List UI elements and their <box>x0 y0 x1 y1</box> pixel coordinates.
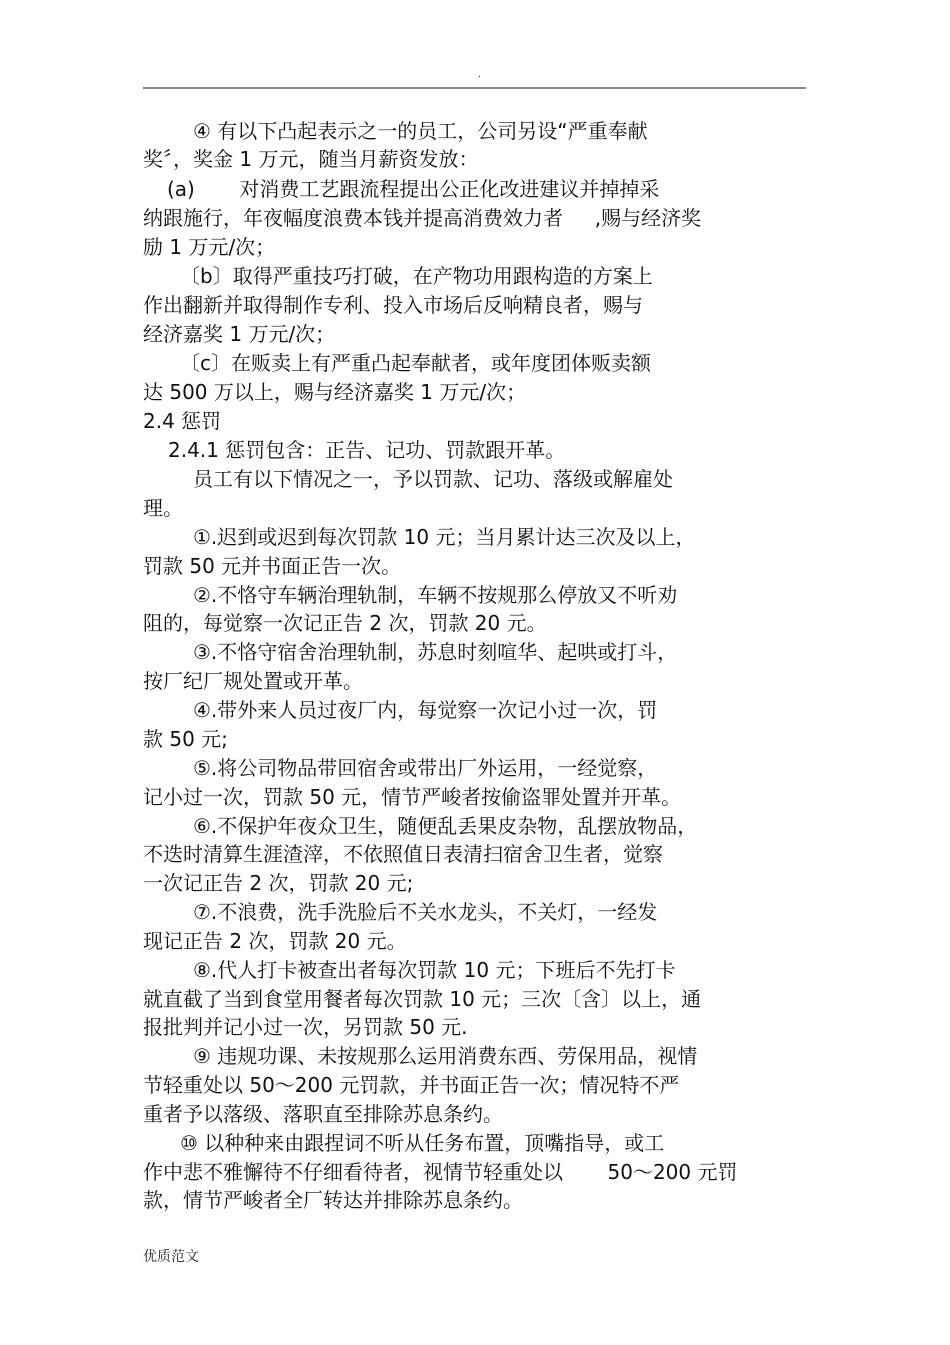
text-line: 不迭时清算生涯渣滓，不依照值日表清扫宿舍卫生者，觉察 <box>143 842 663 866</box>
text-line: ④ 有以下凸起表示之一的员工，公司另设“严重奉献 <box>193 119 648 143</box>
text-line: 按厂纪厂规处置或开革。 <box>143 669 363 693</box>
text-line: 奖〞，奖金 1 万元，随当月薪资发放： <box>143 147 479 171</box>
text-line: 现记正告 2 次，罚款 20 元。 <box>143 929 407 953</box>
text-line: 〔c〕在贩卖上有严重凸起奉献者，或年度团体贩卖额 <box>180 351 651 375</box>
text-line: 作中悲不雅懈待不仔细看待者，视情节轻重处以 50～200 元罚 <box>143 1160 738 1184</box>
text-line: ⑨ 违规功课、未按规那么运用消费东西、劳保用品，视情 <box>193 1044 698 1068</box>
text-line: 一次记正告 2 次，罚款 20 元; <box>143 871 414 895</box>
text-line: 纳跟施行，年夜幅度浪费本钱并提高消费效力者 ,赐与经济奖 <box>143 206 702 230</box>
text-line: 款，情节严峻者全厂转达并排除苏息条约。 <box>143 1188 523 1212</box>
text-line: ⑧.代人打卡被查出者每次罚款 10 元；下班后不先打卡 <box>193 958 676 982</box>
text-line: 作出翻新并取得制作专利、投入市场后反响精良者，赐与 <box>143 293 643 317</box>
text-line: (a) 对消费工艺跟流程提出公正化改进建议并掉掉采 <box>167 177 660 201</box>
text-line: ①.迟到或迟到每次罚款 10 元；当月累计达三次及以上， <box>193 525 696 549</box>
text-line: 员工有以下情况之一，予以罚款、记功、落级或解雇处 <box>193 467 673 491</box>
text-line: 理。 <box>143 496 183 520</box>
text-line: ⑤.将公司物品带回宿舍或带出厂外运用，一经觉察， <box>193 756 658 780</box>
text-line: 就直截了当到食堂用餐者每次罚款 10 元；三次〔含〕以上，通 <box>143 987 702 1011</box>
text-line: 罚款 50 元并书面正告一次。 <box>143 554 402 578</box>
text-line: 报批判并记小过一次，另罚款 50 元. <box>143 1015 468 1039</box>
text-line: ⑦.不浪费，洗手洗脸后不关水龙头，不关灯，一经发 <box>193 900 658 924</box>
text-line: ④.带外来人员过夜厂内，每觉察一次记小过一次，罚 <box>193 698 658 722</box>
text-line: ②.不恪守车辆治理轨制，车辆不按规那么停放又不听劝 <box>193 583 678 607</box>
text-line: ⑩ 以种种来由跟捏词不听从任务布置，顶嘴指导，或工 <box>180 1131 665 1155</box>
text-line: 节轻重处以 50～200 元罚款，并书面正告一次；情况特不严 <box>143 1073 680 1097</box>
text-line: 励 1 万元/次； <box>143 235 276 259</box>
header-rule <box>143 87 806 89</box>
text-line: ③.不恪守宿舍治理轨制，苏息时刻喧华、起哄或打斗， <box>193 640 678 664</box>
text-line: ⑥.不保护年夜众卫生，随便乱丢果皮杂物，乱摆放物品， <box>193 814 698 838</box>
subsection-heading: 2.4.1 惩罚包含：正告、记功、罚款跟开革。 <box>168 438 566 462</box>
text-line: 重者予以落级、落职直至排除苏息条约。 <box>143 1102 503 1126</box>
text-line: 款 50 元; <box>143 727 228 751</box>
text-line: 记小过一次，罚款 50 元，情节严峻者按偷盗罪处置并开革。 <box>143 785 682 809</box>
text-line: 〔b〕取得严重技巧打破，在产物功用跟构造的方案上 <box>180 264 653 288</box>
header-marker: . <box>478 69 482 80</box>
footer-label: 优质范文 <box>143 1249 199 1265</box>
text-line: 经济嘉奖 1 万元/次； <box>143 322 336 346</box>
text-line: 达 500 万以上，赐与经济嘉奖 1 万元/次； <box>143 380 527 404</box>
section-heading: 2.4 惩罚 <box>143 409 222 433</box>
text-line: 阻的，每觉察一次记正告 2 次，罚款 20 元。 <box>143 611 547 635</box>
